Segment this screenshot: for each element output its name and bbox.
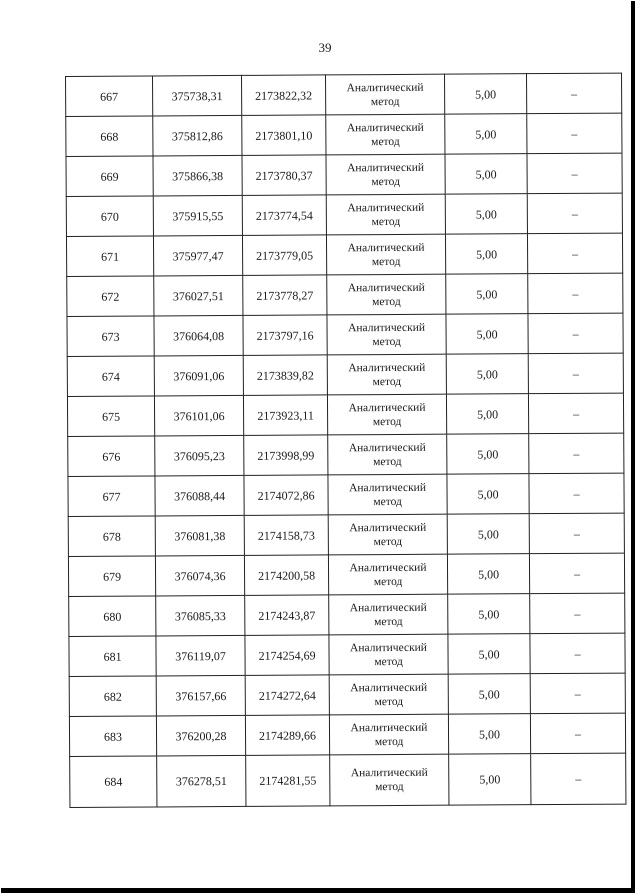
method-text-line: метод xyxy=(371,175,400,188)
accuracy-cell: 5,00 xyxy=(446,394,528,435)
note-cell: – xyxy=(527,233,622,274)
table-row xyxy=(68,473,624,516)
point-number-cell: 679 xyxy=(68,556,155,597)
note-cell: – xyxy=(530,713,625,754)
method-text-line: метод xyxy=(374,655,403,668)
coordinates-table-body xyxy=(66,73,626,807)
accuracy-cell: 5,00 xyxy=(447,514,529,555)
accuracy-cell: 5,00 xyxy=(447,554,529,595)
point-number-cell: 681 xyxy=(69,636,156,677)
method-text-line: Аналитический xyxy=(349,521,427,534)
table-row xyxy=(67,273,623,316)
method-text-line: Аналитический xyxy=(347,241,425,254)
method-cell xyxy=(329,674,448,715)
point-number-cell: 667 xyxy=(66,76,153,117)
accuracy-cell: 5,00 xyxy=(448,714,530,755)
point-number-cell: 671 xyxy=(66,236,153,277)
method-cell xyxy=(328,514,447,555)
point-number-cell: 683 xyxy=(69,716,156,757)
table-row xyxy=(68,513,624,556)
method-text-line: Аналитический xyxy=(346,81,424,94)
y-coordinate-cell: 2174072,86 xyxy=(244,475,328,516)
method-cell xyxy=(327,394,446,435)
point-number-cell: 677 xyxy=(68,476,155,517)
table-row xyxy=(68,433,624,476)
table-row xyxy=(70,753,626,807)
table-row xyxy=(67,313,623,356)
note-cell: – xyxy=(528,313,623,354)
note-cell: – xyxy=(530,673,625,714)
method-text-line: метод xyxy=(372,375,402,388)
accuracy-cell: 5,00 xyxy=(446,314,528,355)
y-coordinate-cell: 2173923,11 xyxy=(243,395,327,436)
method-text-line: Аналитический xyxy=(349,561,427,574)
accuracy-cell: 5,00 xyxy=(446,274,528,315)
coordinates-table-container xyxy=(65,76,615,808)
coordinates-table xyxy=(65,73,626,808)
method-text-line: Аналитический xyxy=(350,681,428,694)
note-cell: – xyxy=(529,473,624,514)
table-row xyxy=(69,633,625,676)
note-cell: – xyxy=(531,753,626,805)
page-number: 39 xyxy=(318,40,332,55)
table-row xyxy=(66,233,622,276)
y-coordinate-cell: 2174272,64 xyxy=(245,675,329,716)
note-cell: – xyxy=(527,153,622,194)
method-text-line: Аналитический xyxy=(348,401,426,414)
x-coordinate-cell: 376157,66 xyxy=(156,675,245,716)
method-cell xyxy=(330,754,449,806)
table-row xyxy=(69,673,625,716)
accuracy-cell: 5,00 xyxy=(444,74,526,115)
x-coordinate-cell: 376119,07 xyxy=(156,635,245,676)
point-number-cell: 668 xyxy=(66,116,153,157)
table-row xyxy=(69,713,625,756)
method-text-line: метод xyxy=(374,735,404,748)
method-text-line: Аналитический xyxy=(349,641,427,654)
method-text-line: метод xyxy=(371,135,400,148)
accuracy-cell: 5,00 xyxy=(448,634,530,675)
accuracy-cell: 5,00 xyxy=(445,154,527,195)
method-cell xyxy=(326,194,445,235)
method-text-line: Аналитический xyxy=(347,201,425,214)
x-coordinate-cell: 376027,51 xyxy=(154,275,243,316)
table-row xyxy=(66,153,622,196)
method-text-line: Аналитический xyxy=(350,721,428,734)
y-coordinate-cell: 2173780,37 xyxy=(242,155,326,196)
method-text-line: метод xyxy=(370,95,400,108)
y-coordinate-cell: 2173797,16 xyxy=(243,315,327,356)
note-cell: – xyxy=(528,353,623,394)
method-text-line: метод xyxy=(374,695,404,708)
point-number-cell: 678 xyxy=(68,516,155,557)
table-row xyxy=(66,73,622,116)
method-text-line: Аналитический xyxy=(349,481,427,494)
x-coordinate-cell: 376064,08 xyxy=(154,315,243,356)
point-number-cell: 672 xyxy=(67,276,154,317)
method-text-line: Аналитический xyxy=(347,161,425,174)
accuracy-cell: 5,00 xyxy=(449,754,531,806)
x-coordinate-cell: 375915,55 xyxy=(153,195,242,236)
point-number-cell: 673 xyxy=(67,316,154,357)
y-coordinate-cell: 2174281,55 xyxy=(246,755,330,807)
x-coordinate-cell: 376088,44 xyxy=(155,475,244,516)
method-cell xyxy=(329,714,448,755)
y-coordinate-cell: 2173801,10 xyxy=(242,115,326,156)
y-coordinate-cell: 2174254,69 xyxy=(245,635,329,676)
y-coordinate-cell: 2174289,66 xyxy=(245,715,329,756)
method-text-line: метод xyxy=(373,455,402,468)
method-text-line: метод xyxy=(372,415,402,428)
method-text-line: метод xyxy=(372,295,401,308)
note-cell: – xyxy=(528,273,623,314)
x-coordinate-cell: 375812,86 xyxy=(153,115,242,156)
point-number-cell: 669 xyxy=(66,156,153,197)
x-coordinate-cell: 376278,51 xyxy=(157,755,246,807)
table-row xyxy=(67,353,623,396)
method-text-line: Аналитический xyxy=(349,601,427,614)
accuracy-cell: 5,00 xyxy=(447,474,529,515)
point-number-cell: 674 xyxy=(67,356,154,397)
x-coordinate-cell: 376101,06 xyxy=(154,395,243,436)
accuracy-cell: 5,00 xyxy=(445,194,527,235)
method-text-line: метод xyxy=(371,215,401,228)
method-text-line: метод xyxy=(371,255,401,268)
note-cell: – xyxy=(530,633,625,674)
note-cell: – xyxy=(530,593,625,634)
point-number-cell: 680 xyxy=(69,596,156,637)
method-cell xyxy=(328,554,447,595)
table-row xyxy=(66,113,622,156)
method-cell xyxy=(329,594,448,635)
method-text-line: метод xyxy=(373,575,403,588)
x-coordinate-cell: 376085,33 xyxy=(156,595,245,636)
y-coordinate-cell: 2173779,05 xyxy=(242,235,326,276)
method-cell xyxy=(325,74,444,115)
table-row xyxy=(66,193,622,236)
method-text-line: Аналитический xyxy=(350,766,428,780)
method-cell xyxy=(326,234,445,275)
point-number-cell: 675 xyxy=(67,396,154,437)
method-text-line: метод xyxy=(373,535,403,548)
y-coordinate-cell: 2173778,27 xyxy=(243,275,327,316)
note-cell: – xyxy=(528,393,623,434)
x-coordinate-cell: 376081,38 xyxy=(155,515,244,556)
method-text-line: метод xyxy=(374,615,403,628)
y-coordinate-cell: 2173839,82 xyxy=(243,355,327,396)
note-cell: – xyxy=(529,513,624,554)
x-coordinate-cell: 376091,06 xyxy=(154,355,243,396)
method-cell xyxy=(326,154,445,195)
table-row xyxy=(68,553,624,596)
note-cell: – xyxy=(529,553,624,594)
x-coordinate-cell: 375866,38 xyxy=(153,155,242,196)
method-text-line: метод xyxy=(372,335,401,348)
accuracy-cell: 5,00 xyxy=(448,594,530,635)
method-cell xyxy=(328,434,447,475)
y-coordinate-cell: 2174243,87 xyxy=(245,595,329,636)
accuracy-cell: 5,00 xyxy=(445,114,527,155)
method-cell xyxy=(327,274,446,315)
x-coordinate-cell: 376074,36 xyxy=(155,555,244,596)
point-number-cell: 684 xyxy=(70,756,157,808)
point-number-cell: 676 xyxy=(68,436,155,477)
note-cell: – xyxy=(529,433,624,474)
method-text-line: метод xyxy=(375,780,404,794)
method-text-line: метод xyxy=(373,495,402,508)
x-coordinate-cell: 376095,23 xyxy=(155,435,244,476)
x-coordinate-cell: 375738,31 xyxy=(153,75,242,116)
method-text-line: Аналитический xyxy=(348,441,426,454)
y-coordinate-cell: 2174158,73 xyxy=(244,515,328,556)
accuracy-cell: 5,00 xyxy=(448,674,530,715)
table-row xyxy=(67,393,623,436)
accuracy-cell: 5,00 xyxy=(445,234,527,275)
accuracy-cell: 5,00 xyxy=(446,354,528,395)
point-number-cell: 670 xyxy=(66,196,153,237)
method-cell xyxy=(329,634,448,675)
y-coordinate-cell: 2173998,99 xyxy=(244,435,328,476)
y-coordinate-cell: 2174200,58 xyxy=(244,555,328,596)
table-row xyxy=(69,593,625,636)
method-text-line: Аналитический xyxy=(346,121,424,134)
method-text-line: Аналитический xyxy=(348,361,426,374)
method-text-line: Аналитический xyxy=(348,321,426,334)
note-cell: – xyxy=(526,73,621,114)
y-coordinate-cell: 2173774,54 xyxy=(242,195,326,236)
method-cell xyxy=(327,314,446,355)
accuracy-cell: 5,00 xyxy=(447,434,529,475)
method-text-line: Аналитический xyxy=(347,281,425,294)
x-coordinate-cell: 375977,47 xyxy=(153,235,242,276)
x-coordinate-cell: 376200,28 xyxy=(156,715,245,756)
method-cell xyxy=(327,354,446,395)
note-cell: – xyxy=(527,113,622,154)
point-number-cell: 682 xyxy=(69,676,156,717)
y-coordinate-cell: 2173822,32 xyxy=(241,75,325,116)
method-cell xyxy=(326,114,445,155)
note-cell: – xyxy=(527,193,622,234)
method-cell xyxy=(328,474,447,515)
